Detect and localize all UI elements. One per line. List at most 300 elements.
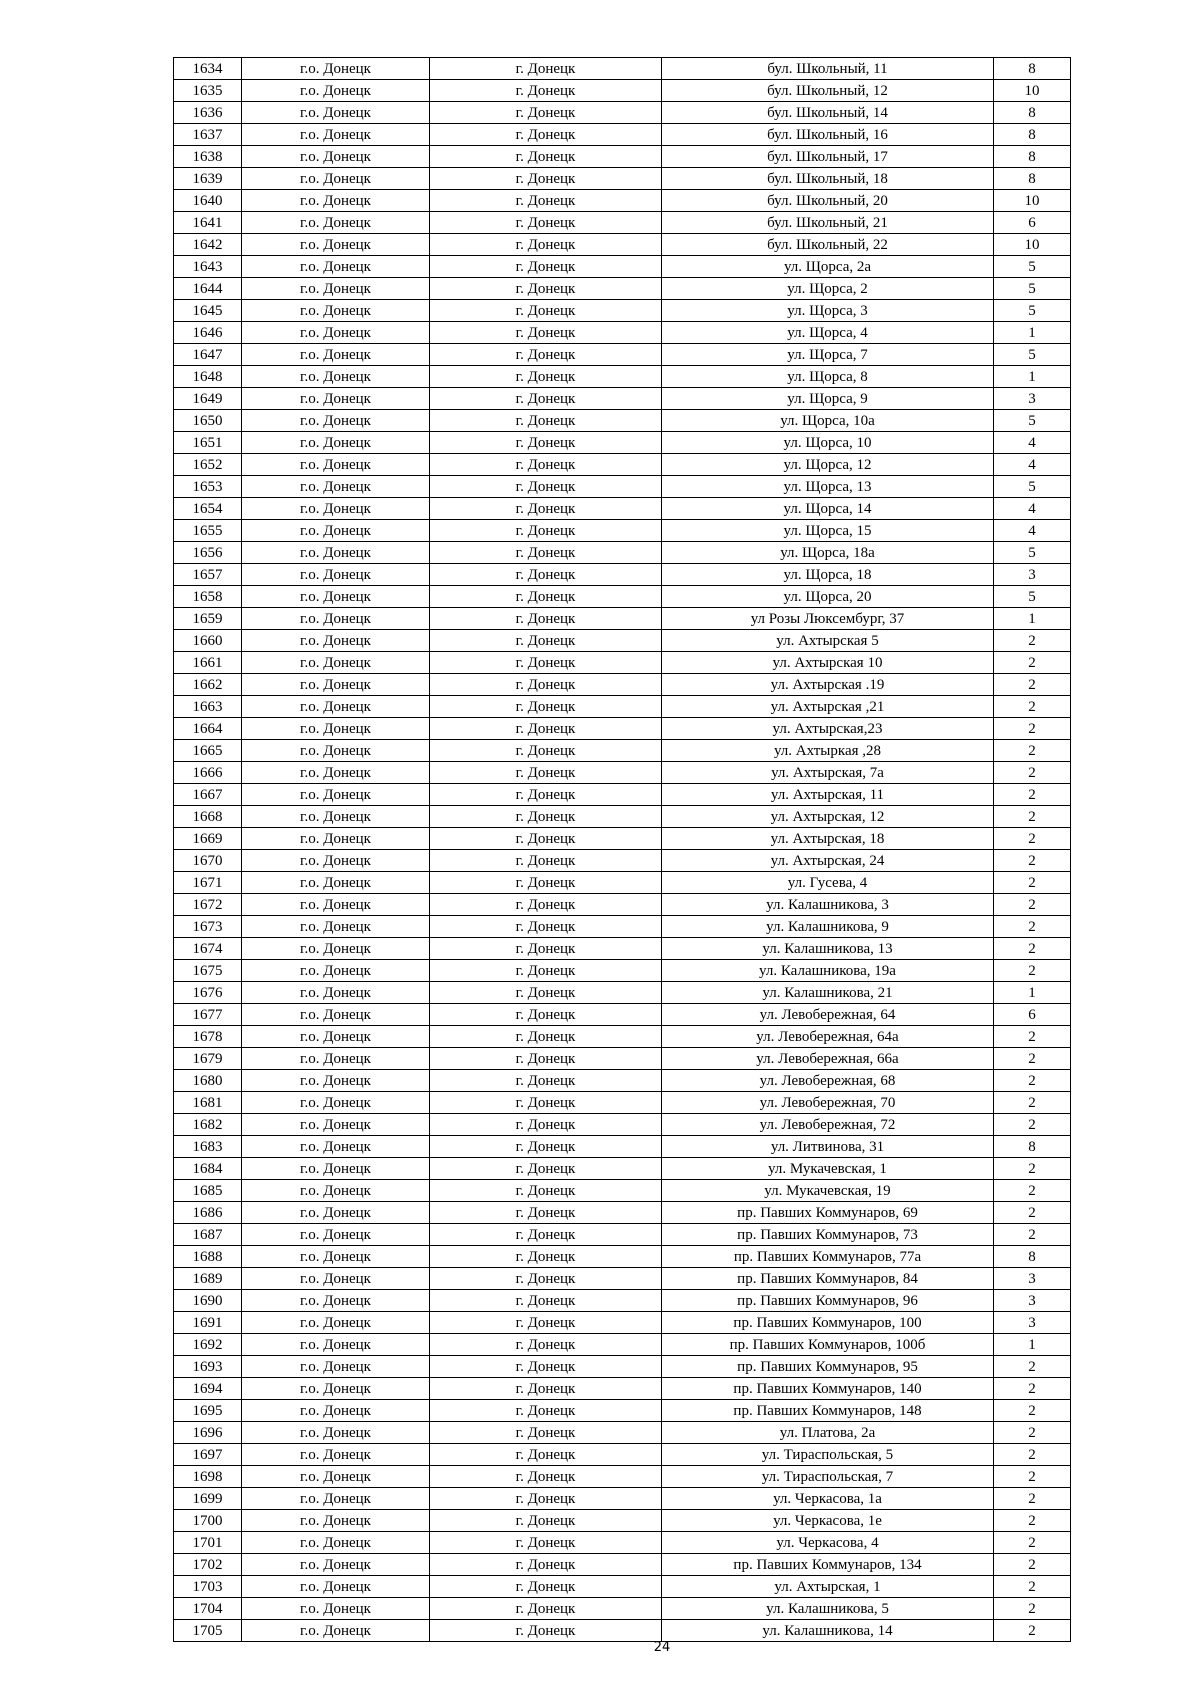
count-cell: 10: [994, 234, 1071, 256]
table-row: [174, 344, 1071, 366]
address-cell: бул. Школьный, 12: [662, 80, 994, 102]
count-cell: 8: [994, 146, 1071, 168]
city-cell: г. Донецк: [430, 1070, 662, 1092]
district-cell: г.о. Донецк: [242, 520, 430, 542]
city-cell: г. Донецк: [430, 828, 662, 850]
table-row: [174, 300, 1071, 322]
district-cell: г.о. Донецк: [242, 652, 430, 674]
city-cell: г. Донецк: [430, 762, 662, 784]
row-number-cell: 1670: [174, 850, 242, 872]
district-cell: г.о. Донецк: [242, 1114, 430, 1136]
district-cell: г.о. Донецк: [242, 872, 430, 894]
table-row: [174, 1532, 1071, 1554]
row-number-cell: 1692: [174, 1334, 242, 1356]
city-cell: г. Донецк: [430, 1620, 662, 1642]
district-cell: г.о. Донецк: [242, 476, 430, 498]
city-cell: г. Донецк: [430, 432, 662, 454]
city-cell: г. Донецк: [430, 1422, 662, 1444]
count-cell: 2: [994, 1114, 1071, 1136]
row-number-cell: 1634: [174, 58, 242, 80]
district-cell: г.о. Донецк: [242, 102, 430, 124]
district-cell: г.о. Донецк: [242, 366, 430, 388]
table-row: [174, 322, 1071, 344]
address-cell: ул. Литвинова, 31: [662, 1136, 994, 1158]
count-cell: 2: [994, 718, 1071, 740]
city-cell: г. Донецк: [430, 1554, 662, 1576]
count-cell: 2: [994, 1510, 1071, 1532]
count-cell: 10: [994, 80, 1071, 102]
address-cell: бул. Школьный, 17: [662, 146, 994, 168]
address-cell: ул. Калашникова, 14: [662, 1620, 994, 1642]
row-number-cell: 1690: [174, 1290, 242, 1312]
district-cell: г.о. Донецк: [242, 586, 430, 608]
address-cell: ул. Калашникова, 3: [662, 894, 994, 916]
address-cell: пр. Павших Коммунаров, 73: [662, 1224, 994, 1246]
address-cell: ул. Левобережная, 64а: [662, 1026, 994, 1048]
count-cell: 2: [994, 630, 1071, 652]
row-number-cell: 1699: [174, 1488, 242, 1510]
district-cell: г.о. Донецк: [242, 1422, 430, 1444]
count-cell: 2: [994, 894, 1071, 916]
city-cell: г. Донецк: [430, 1510, 662, 1532]
row-number-cell: 1639: [174, 168, 242, 190]
city-cell: г. Донецк: [430, 124, 662, 146]
city-cell: г. Донецк: [430, 1136, 662, 1158]
row-number-cell: 1650: [174, 410, 242, 432]
district-cell: г.о. Донецк: [242, 168, 430, 190]
table-row: [174, 454, 1071, 476]
count-cell: 2: [994, 762, 1071, 784]
district-cell: г.о. Донецк: [242, 1620, 430, 1642]
count-cell: 8: [994, 168, 1071, 190]
row-number-cell: 1681: [174, 1092, 242, 1114]
address-cell: ул. Калашникова, 19а: [662, 960, 994, 982]
row-number-cell: 1685: [174, 1180, 242, 1202]
row-number-cell: 1642: [174, 234, 242, 256]
row-number-cell: 1652: [174, 454, 242, 476]
count-cell: 8: [994, 1136, 1071, 1158]
city-cell: г. Донецк: [430, 1092, 662, 1114]
row-number-cell: 1659: [174, 608, 242, 630]
address-table: [173, 57, 1071, 1642]
address-cell: ул. Щорса, 18: [662, 564, 994, 586]
district-cell: г.о. Донецк: [242, 718, 430, 740]
city-cell: г. Донецк: [430, 1290, 662, 1312]
row-number-cell: 1645: [174, 300, 242, 322]
count-cell: 2: [994, 1026, 1071, 1048]
city-cell: г. Донецк: [430, 1048, 662, 1070]
district-cell: г.о. Донецк: [242, 1004, 430, 1026]
city-cell: г. Донецк: [430, 1268, 662, 1290]
city-cell: г. Донецк: [430, 1004, 662, 1026]
address-cell: ул. Щорса, 2а: [662, 256, 994, 278]
count-cell: 8: [994, 102, 1071, 124]
district-cell: г.о. Донецк: [242, 1334, 430, 1356]
row-number-cell: 1693: [174, 1356, 242, 1378]
district-cell: г.о. Донецк: [242, 256, 430, 278]
table-row: [174, 564, 1071, 586]
address-cell: ул. Ахтырская,23: [662, 718, 994, 740]
city-cell: г. Донецк: [430, 190, 662, 212]
city-cell: г. Донецк: [430, 476, 662, 498]
district-cell: г.о. Донецк: [242, 960, 430, 982]
district-cell: г.о. Донецк: [242, 212, 430, 234]
table-row: [174, 256, 1071, 278]
district-cell: г.о. Донецк: [242, 1378, 430, 1400]
count-cell: 2: [994, 1532, 1071, 1554]
count-cell: 10: [994, 190, 1071, 212]
count-cell: 2: [994, 1576, 1071, 1598]
count-cell: 8: [994, 1246, 1071, 1268]
district-cell: г.о. Донецк: [242, 696, 430, 718]
table-row: [174, 1466, 1071, 1488]
table-row: [174, 1488, 1071, 1510]
count-cell: 8: [994, 124, 1071, 146]
table-row: [174, 278, 1071, 300]
district-cell: г.о. Донецк: [242, 1356, 430, 1378]
count-cell: 8: [994, 58, 1071, 80]
table-row: [174, 696, 1071, 718]
district-cell: г.о. Донецк: [242, 454, 430, 476]
district-cell: г.о. Донецк: [242, 1400, 430, 1422]
city-cell: г. Донецк: [430, 1532, 662, 1554]
district-cell: г.о. Донецк: [242, 410, 430, 432]
address-cell: ул. Щорса, 8: [662, 366, 994, 388]
count-cell: 1: [994, 608, 1071, 630]
table-row: [174, 146, 1071, 168]
city-cell: г. Донецк: [430, 388, 662, 410]
district-cell: г.о. Донецк: [242, 1444, 430, 1466]
count-cell: 5: [994, 410, 1071, 432]
count-cell: 4: [994, 454, 1071, 476]
city-cell: г. Донецк: [430, 608, 662, 630]
address-cell: ул. Ахтырская 5: [662, 630, 994, 652]
row-number-cell: 1658: [174, 586, 242, 608]
row-number-cell: 1656: [174, 542, 242, 564]
count-cell: 2: [994, 652, 1071, 674]
city-cell: г. Донецк: [430, 542, 662, 564]
city-cell: г. Донецк: [430, 58, 662, 80]
district-cell: г.о. Донецк: [242, 542, 430, 564]
district-cell: г.о. Донецк: [242, 80, 430, 102]
address-cell: ул Розы Люксембург, 37: [662, 608, 994, 630]
district-cell: г.о. Донецк: [242, 1136, 430, 1158]
district-cell: г.о. Донецк: [242, 190, 430, 212]
count-cell: 2: [994, 1180, 1071, 1202]
count-cell: 2: [994, 850, 1071, 872]
count-cell: 3: [994, 1312, 1071, 1334]
city-cell: г. Донецк: [430, 630, 662, 652]
district-cell: г.о. Донецк: [242, 916, 430, 938]
address-cell: пр. Павших Коммунаров, 140: [662, 1378, 994, 1400]
row-number-cell: 1646: [174, 322, 242, 344]
district-cell: г.о. Донецк: [242, 1466, 430, 1488]
count-cell: 2: [994, 784, 1071, 806]
address-cell: ул. Тираспольская, 5: [662, 1444, 994, 1466]
table-row: [174, 190, 1071, 212]
count-cell: 3: [994, 388, 1071, 410]
table-row: [174, 586, 1071, 608]
table-row: [174, 652, 1071, 674]
count-cell: 6: [994, 1004, 1071, 1026]
district-cell: г.о. Донецк: [242, 1532, 430, 1554]
row-number-cell: 1662: [174, 674, 242, 696]
city-cell: г. Донецк: [430, 1400, 662, 1422]
row-number-cell: 1677: [174, 1004, 242, 1026]
address-cell: ул. Щорса, 12: [662, 454, 994, 476]
address-cell: ул. Ахтырская, 1: [662, 1576, 994, 1598]
row-number-cell: 1684: [174, 1158, 242, 1180]
address-cell: бул. Школьный, 18: [662, 168, 994, 190]
count-cell: 1: [994, 982, 1071, 1004]
count-cell: 2: [994, 1422, 1071, 1444]
count-cell: 2: [994, 960, 1071, 982]
city-cell: г. Донецк: [430, 278, 662, 300]
count-cell: 2: [994, 828, 1071, 850]
count-cell: 2: [994, 1158, 1071, 1180]
district-cell: г.о. Донецк: [242, 1026, 430, 1048]
table-row: [174, 828, 1071, 850]
table-row: [174, 1576, 1071, 1598]
row-number-cell: 1651: [174, 432, 242, 454]
district-cell: г.о. Донецк: [242, 498, 430, 520]
address-cell: ул. Левобережная, 70: [662, 1092, 994, 1114]
table-row: [174, 1114, 1071, 1136]
address-cell: пр. Павших Коммунаров, 77а: [662, 1246, 994, 1268]
address-cell: ул. Левобережная, 68: [662, 1070, 994, 1092]
table-row: [174, 1334, 1071, 1356]
row-number-cell: 1705: [174, 1620, 242, 1642]
table-row: [174, 1510, 1071, 1532]
district-cell: г.о. Донецк: [242, 806, 430, 828]
city-cell: г. Донецк: [430, 696, 662, 718]
table-row: [174, 894, 1071, 916]
city-cell: г. Донецк: [430, 1202, 662, 1224]
district-cell: г.о. Донецк: [242, 1488, 430, 1510]
row-number-cell: 1636: [174, 102, 242, 124]
address-cell: ул. Черкасова, 1е: [662, 1510, 994, 1532]
table-row: [174, 1246, 1071, 1268]
row-number-cell: 1647: [174, 344, 242, 366]
district-cell: г.о. Донецк: [242, 234, 430, 256]
district-cell: г.о. Донецк: [242, 1158, 430, 1180]
city-cell: г. Донецк: [430, 498, 662, 520]
address-cell: ул. Ахтырская 10: [662, 652, 994, 674]
table-row: [174, 1554, 1071, 1576]
city-cell: г. Донецк: [430, 938, 662, 960]
page-number: 24: [653, 1640, 671, 1655]
row-number-cell: 1679: [174, 1048, 242, 1070]
row-number-cell: 1672: [174, 894, 242, 916]
district-cell: г.о. Донецк: [242, 1290, 430, 1312]
address-cell: пр. Павших Коммунаров, 69: [662, 1202, 994, 1224]
district-cell: г.о. Донецк: [242, 674, 430, 696]
address-cell: пр. Павших Коммунаров, 100б: [662, 1334, 994, 1356]
address-cell: пр. Павших Коммунаров, 95: [662, 1356, 994, 1378]
address-cell: пр. Павших Коммунаров, 100: [662, 1312, 994, 1334]
row-number-cell: 1695: [174, 1400, 242, 1422]
row-number-cell: 1663: [174, 696, 242, 718]
row-number-cell: 1678: [174, 1026, 242, 1048]
table-row: [174, 1158, 1071, 1180]
city-cell: г. Донецк: [430, 564, 662, 586]
row-number-cell: 1703: [174, 1576, 242, 1598]
table-row: [174, 740, 1071, 762]
count-cell: 5: [994, 344, 1071, 366]
count-cell: 2: [994, 916, 1071, 938]
city-cell: г. Донецк: [430, 1576, 662, 1598]
city-cell: г. Донецк: [430, 894, 662, 916]
count-cell: 1: [994, 366, 1071, 388]
address-cell: ул. Тираспольская, 7: [662, 1466, 994, 1488]
city-cell: г. Донецк: [430, 1466, 662, 1488]
table-row: [174, 124, 1071, 146]
count-cell: 2: [994, 1378, 1071, 1400]
row-number-cell: 1697: [174, 1444, 242, 1466]
row-number-cell: 1669: [174, 828, 242, 850]
district-cell: г.о. Донецк: [242, 322, 430, 344]
city-cell: г. Донецк: [430, 234, 662, 256]
row-number-cell: 1680: [174, 1070, 242, 1092]
table-row: [174, 234, 1071, 256]
table-row: [174, 58, 1071, 80]
address-cell: бул. Школьный, 20: [662, 190, 994, 212]
row-number-cell: 1682: [174, 1114, 242, 1136]
row-number-cell: 1686: [174, 1202, 242, 1224]
row-number-cell: 1640: [174, 190, 242, 212]
address-cell: ул. Платова, 2а: [662, 1422, 994, 1444]
city-cell: г. Донецк: [430, 740, 662, 762]
table-row: [174, 168, 1071, 190]
address-cell: ул. Мукачевская, 1: [662, 1158, 994, 1180]
district-cell: г.о. Донецк: [242, 1268, 430, 1290]
address-cell: ул. Щорса, 14: [662, 498, 994, 520]
city-cell: г. Донецк: [430, 102, 662, 124]
address-cell: ул. Гусева, 4: [662, 872, 994, 894]
row-number-cell: 1643: [174, 256, 242, 278]
district-cell: г.о. Донецк: [242, 388, 430, 410]
address-cell: ул. Калашникова, 9: [662, 916, 994, 938]
city-cell: г. Донецк: [430, 212, 662, 234]
row-number-cell: 1638: [174, 146, 242, 168]
address-cell: ул. Ахтыркая ,28: [662, 740, 994, 762]
district-cell: г.о. Донецк: [242, 1180, 430, 1202]
city-cell: г. Донецк: [430, 256, 662, 278]
address-cell: ул. Мукачевская, 19: [662, 1180, 994, 1202]
row-number-cell: 1657: [174, 564, 242, 586]
address-cell: ул. Левобережная, 72: [662, 1114, 994, 1136]
table-row: [174, 850, 1071, 872]
address-cell: ул. Ахтырская, 24: [662, 850, 994, 872]
count-cell: 2: [994, 1356, 1071, 1378]
district-cell: г.о. Донецк: [242, 850, 430, 872]
table-row: [174, 1202, 1071, 1224]
district-cell: г.о. Донецк: [242, 894, 430, 916]
city-cell: г. Донецк: [430, 1444, 662, 1466]
count-cell: 2: [994, 1092, 1071, 1114]
table-row: [174, 1356, 1071, 1378]
address-cell: бул. Школьный, 21: [662, 212, 994, 234]
table-row: [174, 80, 1071, 102]
count-cell: 2: [994, 938, 1071, 960]
count-cell: 1: [994, 1334, 1071, 1356]
city-cell: г. Донецк: [430, 982, 662, 1004]
city-cell: г. Донецк: [430, 1026, 662, 1048]
district-cell: г.о. Донецк: [242, 938, 430, 960]
count-cell: 4: [994, 520, 1071, 542]
district-cell: г.о. Донецк: [242, 784, 430, 806]
district-cell: г.о. Донецк: [242, 1202, 430, 1224]
row-number-cell: 1671: [174, 872, 242, 894]
district-cell: г.о. Донецк: [242, 1598, 430, 1620]
row-number-cell: 1676: [174, 982, 242, 1004]
address-cell: ул. Щорса, 13: [662, 476, 994, 498]
city-cell: г. Донецк: [430, 1312, 662, 1334]
row-number-cell: 1661: [174, 652, 242, 674]
count-cell: 2: [994, 1466, 1071, 1488]
address-cell: бул. Школьный, 11: [662, 58, 994, 80]
row-number-cell: 1649: [174, 388, 242, 410]
district-cell: г.о. Донецк: [242, 1070, 430, 1092]
count-cell: 3: [994, 1290, 1071, 1312]
count-cell: 5: [994, 586, 1071, 608]
district-cell: г.о. Донецк: [242, 1554, 430, 1576]
city-cell: г. Донецк: [430, 168, 662, 190]
table-row: [174, 542, 1071, 564]
table-row: [174, 1620, 1071, 1642]
city-cell: г. Донецк: [430, 718, 662, 740]
table-row: [174, 1422, 1071, 1444]
row-number-cell: 1702: [174, 1554, 242, 1576]
district-cell: г.о. Донецк: [242, 146, 430, 168]
row-number-cell: 1637: [174, 124, 242, 146]
district-cell: г.о. Донецк: [242, 828, 430, 850]
city-cell: г. Донецк: [430, 850, 662, 872]
city-cell: г. Донецк: [430, 80, 662, 102]
address-cell: ул. Щорса, 10а: [662, 410, 994, 432]
row-number-cell: 1698: [174, 1466, 242, 1488]
table-row: [174, 1312, 1071, 1334]
row-number-cell: 1648: [174, 366, 242, 388]
city-cell: г. Донецк: [430, 1246, 662, 1268]
count-cell: 5: [994, 256, 1071, 278]
row-number-cell: 1688: [174, 1246, 242, 1268]
district-cell: г.о. Донецк: [242, 58, 430, 80]
count-cell: 5: [994, 476, 1071, 498]
row-number-cell: 1668: [174, 806, 242, 828]
count-cell: 2: [994, 674, 1071, 696]
address-cell: ул. Щорса, 2: [662, 278, 994, 300]
address-cell: ул. Ахтырская .19: [662, 674, 994, 696]
table-row: [174, 762, 1071, 784]
district-cell: г.о. Донецк: [242, 1224, 430, 1246]
table-row: [174, 1378, 1071, 1400]
count-cell: 2: [994, 806, 1071, 828]
count-cell: 4: [994, 432, 1071, 454]
city-cell: г. Донецк: [430, 1180, 662, 1202]
district-cell: г.о. Донецк: [242, 1312, 430, 1334]
city-cell: г. Донецк: [430, 322, 662, 344]
city-cell: г. Донецк: [430, 1598, 662, 1620]
row-number-cell: 1694: [174, 1378, 242, 1400]
table-row: [174, 476, 1071, 498]
table-row: [174, 674, 1071, 696]
address-cell: ул. Левобережная, 64: [662, 1004, 994, 1026]
count-cell: 2: [994, 872, 1071, 894]
district-cell: г.о. Донецк: [242, 982, 430, 1004]
district-cell: г.о. Донецк: [242, 608, 430, 630]
address-cell: ул. Щорса, 10: [662, 432, 994, 454]
